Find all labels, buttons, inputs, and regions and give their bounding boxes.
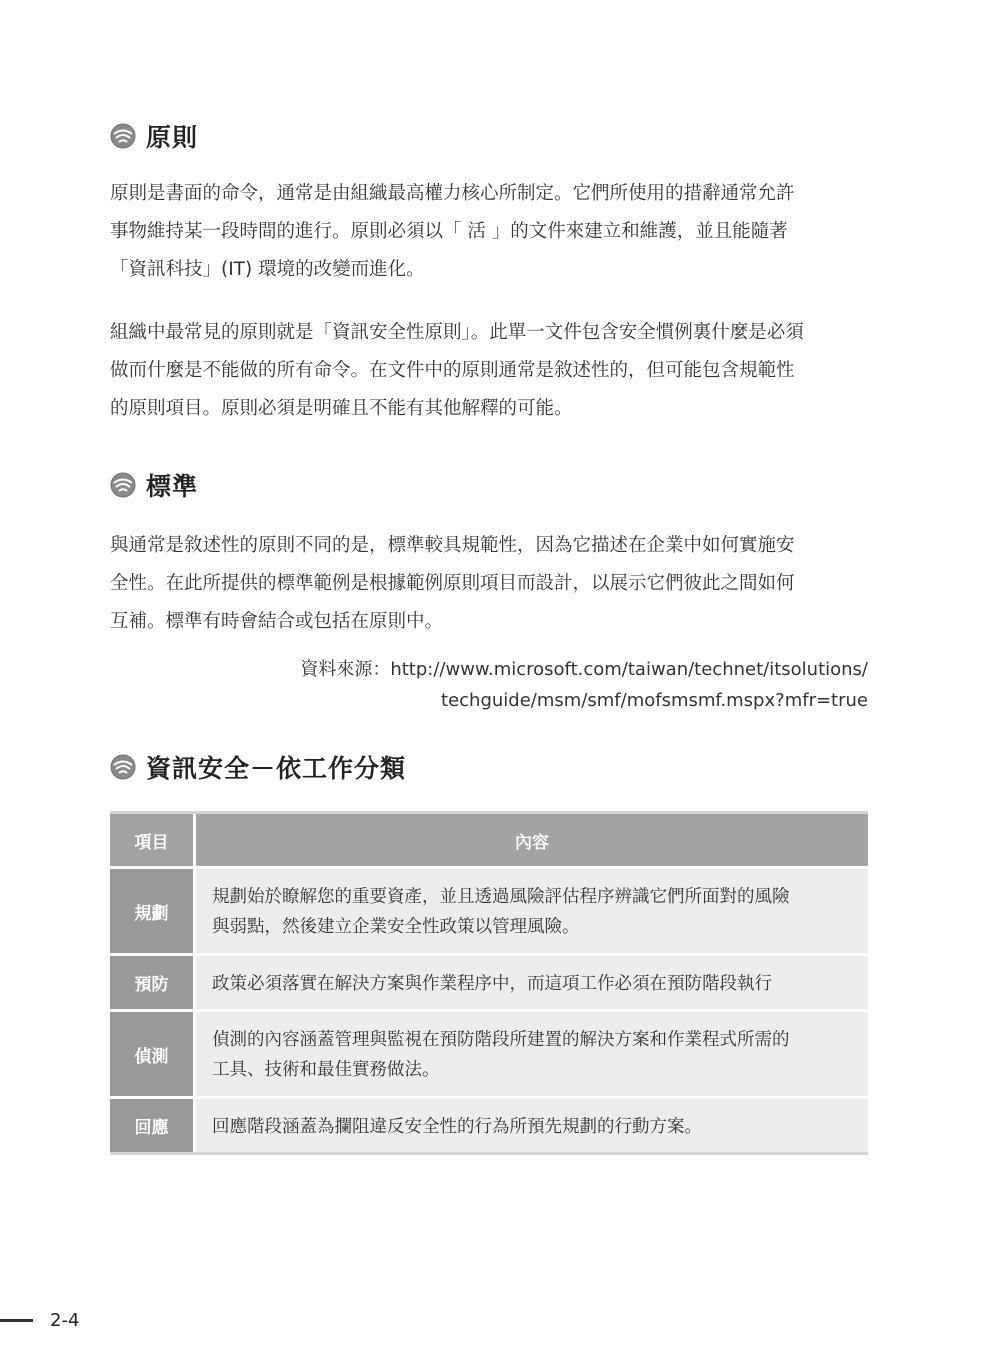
row-item-label: 偵測 [110,1012,193,1096]
table-row [110,1096,868,1152]
page-footer [0,1306,79,1334]
section-heading-infosec-by-task [110,747,406,787]
paragraph [110,314,868,428]
row-content [196,1099,868,1152]
text-line: 事物維持某一段時間的進行。原則必須以「 活 」的文件來建立和維護，並且能隨著 [110,221,788,242]
row-item-label: 規劃 [110,869,193,953]
section-title: 原則 [146,123,199,152]
text-line: 「資訊科技」(IT) 環境的改變而進化。 [110,259,425,280]
source-line: techguide/msm/smf/mofsmsmf.mspx?mfr=true [441,690,868,711]
row-content-line: 回應階段涵蓋為攔阻違反安全性的行為所預先規劃的行動方案。 [212,1117,702,1137]
paragraph [110,527,868,641]
row-item-label: 回應 [110,1099,193,1152]
section-heading-standards [110,465,198,505]
wave-bullet-icon [110,123,136,149]
section-title: 標準 [146,472,199,501]
source-citation [110,654,868,716]
text-line: 全性。在此所提供的標準範例是根據範例原則項目而設計，以展示它們彼此之間如何 [110,573,795,594]
row-content-line: 與弱點，然後建立企業安全性政策以管理風險。 [212,917,580,937]
text-line: 做而什麼是不能做的所有命令。在文件中的原則通常是敘述性的，但可能包含規範性 [110,360,795,381]
text-line: 與通常是敘述性的原則不同的是，標準較具規範性，因為它描述在企業中如何實施安 [110,535,795,556]
table-row [110,866,868,953]
row-content-line: 工具、技術和最佳實務做法。 [212,1060,440,1080]
source-line: 資料來源：http://www.microsoft.com/taiwan/technet/itsolutions/ [300,659,868,680]
row-item-label: 預防 [110,956,193,1009]
text-line: 的原則項目。原則必須是明確且不能有其他解釋的可能。 [110,398,573,419]
text-line: 原則是書面的命令，通常是由組織最高權力核心所制定。它們所使用的措辭通常允許 [110,183,795,204]
row-content [196,956,868,1009]
table-row [110,953,868,1009]
row-content-line: 政策必須落實在解決方案與作業程序中，而這項工作必須在預防階段執行 [212,974,772,994]
row-content-line: 規劃始於瞭解您的重要資產，並且透過風險評估程序辨識它們所面對的風險 [212,887,790,907]
wave-bullet-icon [110,472,136,498]
paragraph [110,175,868,289]
text-line: 組織中最常見的原則就是「資訊安全性原則」。此單一文件包含安全慣例裏什麼是必須 [110,322,804,343]
row-content [196,869,868,953]
text-line: 互補。標準有時會結合或包括在原則中。 [110,611,444,632]
row-content-line: 偵測的內容涵蓋管理與監視在預防階段所建置的解決方案和作業程式所需的 [212,1030,790,1050]
section-title: 資訊安全－依工作分類 [146,754,407,783]
table-header-row [110,814,868,866]
page-number: 2-4 [50,1309,80,1331]
footer-rule [0,1319,33,1322]
section-heading-principles [110,116,198,156]
table-header-item: 項目 [110,814,193,866]
task-classification-table [110,811,868,1155]
table-header-content: 內容 [196,814,868,866]
row-content [196,1012,868,1096]
wave-bullet-icon [110,754,136,780]
table-row [110,1009,868,1096]
